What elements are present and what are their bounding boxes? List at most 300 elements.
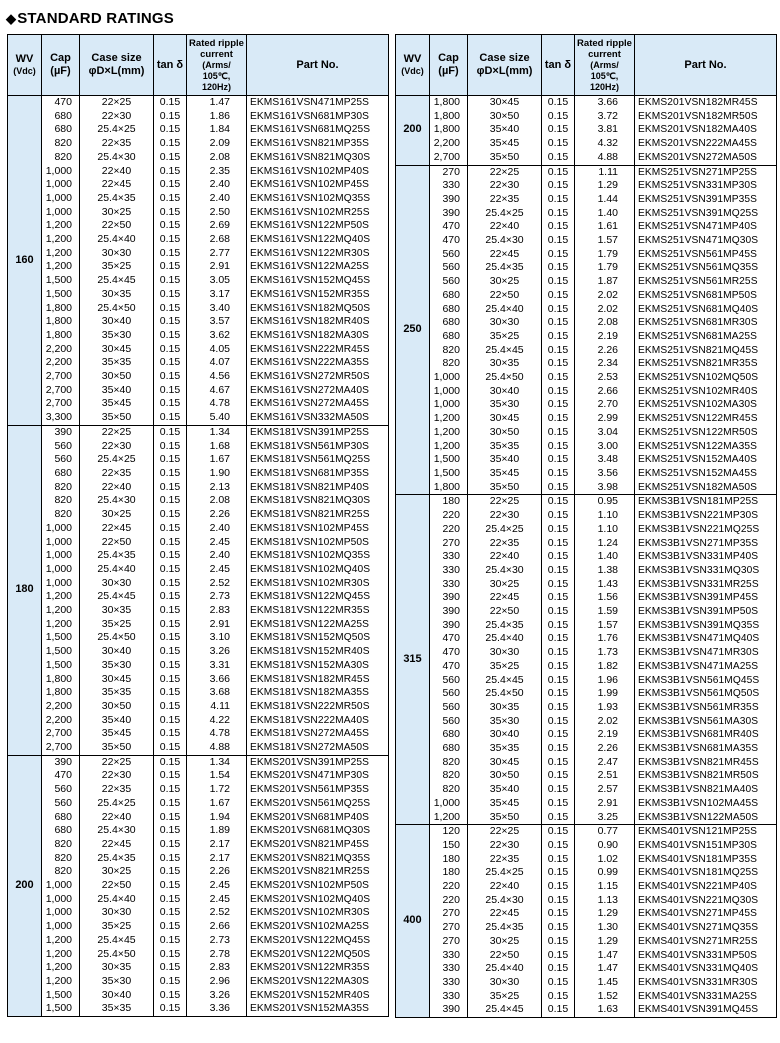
part-number-cell: EKMS201VSN122MR35S [247,961,389,975]
case-size-cell: 22×45 [80,522,154,536]
part-number-cell: EKMS181VSN222MR50S [247,700,389,714]
tan-delta-cell: 0.15 [154,411,187,425]
tan-delta-cell: 0.15 [542,962,575,976]
table-row [396,234,777,248]
cap-cell: 220 [430,523,468,537]
table-row [8,865,389,879]
tan-delta-cell: 0.15 [542,756,575,770]
tan-delta-cell: 0.15 [542,96,575,110]
ripple-current-cell: 2.08 [187,494,247,508]
cap-cell: 1,800 [430,123,468,137]
case-size-cell: 22×50 [468,605,542,619]
table-row [8,110,389,124]
cap-cell: 1,000 [42,522,80,536]
cap-cell: 680 [430,289,468,303]
part-number-cell: EKMS201VSN222MA45S [635,137,777,151]
cap-cell: 2,700 [42,397,80,411]
tan-delta-cell: 0.15 [542,976,575,990]
case-size-cell: 22×50 [468,949,542,963]
ripple-current-cell: 1.47 [187,96,247,110]
table-row [396,453,777,467]
cap-cell: 1,000 [42,920,80,934]
part-number-cell: EKMS251VSN102MQ50S [635,371,777,385]
ripple-current-cell: 2.99 [575,412,635,426]
ripple-current-cell: 1.99 [575,687,635,701]
part-number-cell: EKMS3B1VSN561MQ50S [635,687,777,701]
table-header-right [396,35,777,96]
cap-cell: 270 [430,537,468,551]
part-number-cell: EKMS3B1VSN391MP50S [635,605,777,619]
part-number-cell: EKMS3B1VSN181MP25S [635,495,777,509]
table-row [396,646,777,660]
cap-cell: 270 [430,921,468,935]
ripple-current-cell: 1.67 [187,797,247,811]
part-number-cell: EKMS201VSN821MP45S [247,838,389,852]
cap-cell: 390 [430,207,468,221]
case-size-cell: 35×40 [80,714,154,728]
tan-delta-cell: 0.15 [154,838,187,852]
tan-delta-cell: 0.15 [542,578,575,592]
tan-delta-cell: 0.15 [542,316,575,330]
tan-delta-cell: 0.15 [154,989,187,1003]
table-row [8,151,389,165]
case-size-cell: 35×25 [80,920,154,934]
part-number-cell: EKMS201VSN821MQ35S [247,852,389,866]
part-number-cell: EKMS181VSN821MR25S [247,508,389,522]
ripple-current-cell: 1.11 [575,165,635,179]
cap-cell: 330 [430,976,468,990]
part-number-cell: EKMS251VSN561MQ35S [635,261,777,275]
tan-delta-cell: 0.15 [542,509,575,523]
case-size-cell: 22×35 [468,537,542,551]
part-number-cell: EKMS201VSN122MQ50S [247,948,389,962]
tan-delta-cell: 0.15 [154,879,187,893]
table-row [8,961,389,975]
tan-delta-cell: 0.15 [154,700,187,714]
table-row [396,289,777,303]
case-size-cell: 30×50 [80,370,154,384]
ripple-current-cell: 3.40 [187,302,247,316]
case-size-cell: 30×35 [80,961,154,975]
case-size-cell: 35×35 [80,1002,154,1016]
ripple-current-cell: 3.57 [187,315,247,329]
table-row [8,467,389,481]
case-size-cell: 35×25 [468,330,542,344]
tan-delta-cell: 0.15 [542,839,575,853]
table-row [8,741,389,755]
tan-delta-cell: 0.15 [542,193,575,207]
table-row [8,811,389,825]
cap-cell: 820 [430,756,468,770]
cap-cell: 1,200 [42,948,80,962]
case-size-cell: 30×40 [80,315,154,329]
header-case-size: Case size φD×L(mm) [80,35,154,96]
case-size-cell: 22×40 [468,550,542,564]
header-ripple: Rated ripple current (Arms/ 105℃, 120Hz) [187,35,247,96]
ripple-current-cell: 2.02 [575,303,635,317]
part-number-cell: EKMS3B1VSN221MQ25S [635,523,777,537]
tan-delta-cell: 0.15 [154,769,187,783]
part-number-cell: EKMS401VSN271MR25S [635,935,777,949]
case-size-cell: 22×25 [468,495,542,509]
cap-cell: 820 [42,838,80,852]
case-size-cell: 25.4×30 [468,234,542,248]
part-number-cell: EKMS201VSN561MP35S [247,783,389,797]
case-size-cell: 30×25 [468,935,542,949]
table-row [8,370,389,384]
tan-delta-cell: 0.15 [154,577,187,591]
cap-cell: 820 [42,151,80,165]
ripple-current-cell: 3.48 [575,453,635,467]
cap-cell: 1,200 [430,811,468,825]
tan-delta-cell: 0.15 [154,178,187,192]
table-row [396,619,777,633]
case-size-cell: 30×50 [468,769,542,783]
part-number-cell: EKMS401VSN181MQ25S [635,866,777,880]
table-row [8,247,389,261]
ripple-current-cell: 1.10 [575,523,635,537]
tan-delta-cell: 0.15 [542,894,575,908]
tan-delta-cell: 0.15 [154,727,187,741]
cap-cell: 270 [430,935,468,949]
part-number-cell: EKMS201VSN102MP50S [247,879,389,893]
ripple-current-cell: 2.52 [187,906,247,920]
part-number-cell: EKMS181VSN102MR30S [247,577,389,591]
tan-delta-cell: 0.15 [542,632,575,646]
table-row [8,536,389,550]
part-number-cell: EKMS251VSN681MP50S [635,289,777,303]
case-size-cell: 25.4×40 [468,303,542,317]
part-number-cell: EKMS161VSN102MQ35S [247,192,389,206]
ripple-current-cell: 1.10 [575,509,635,523]
part-number-cell: EKMS201VSN681MP40S [247,811,389,825]
case-size-cell: 35×50 [80,411,154,425]
tan-delta-cell: 0.15 [154,151,187,165]
part-number-cell: EKMS181VSN122MQ45S [247,590,389,604]
ripple-current-cell: 2.47 [575,756,635,770]
part-number-cell: EKMS161VSN821MQ30S [247,151,389,165]
ripple-current-cell: 1.43 [575,578,635,592]
ripple-current-cell: 3.26 [187,645,247,659]
tan-delta-cell: 0.15 [542,866,575,880]
table-row [396,509,777,523]
case-size-cell: 25.4×50 [80,302,154,316]
tan-delta-cell: 0.15 [154,247,187,261]
part-number-cell: EKMS3B1VSN331MP40S [635,550,777,564]
case-size-cell: 22×25 [468,165,542,179]
part-number-cell: EKMS3B1VSN391MP45S [635,591,777,605]
cap-cell: 820 [42,508,80,522]
table-row [396,866,777,880]
ripple-current-cell: 3.81 [575,123,635,137]
cap-cell: 680 [42,123,80,137]
case-size-cell: 30×25 [80,206,154,220]
ripple-current-cell: 1.63 [575,1003,635,1017]
ripple-current-cell: 1.44 [575,193,635,207]
wv-group-cell: 180 [8,425,42,755]
part-number-cell: EKMS181VSN152MQ50S [247,631,389,645]
header-wv: WV (Vdc) [8,35,42,96]
case-size-cell: 22×30 [80,110,154,124]
case-size-cell: 30×30 [468,646,542,660]
tan-delta-cell: 0.15 [154,233,187,247]
table-row [396,949,777,963]
ripple-current-cell: 4.05 [187,343,247,357]
ripple-current-cell: 1.13 [575,894,635,908]
cap-cell: 1,200 [42,618,80,632]
tan-delta-cell: 0.15 [542,880,575,894]
table-row [396,207,777,221]
part-number-cell: EKMS201VSN681MQ30S [247,824,389,838]
case-size-cell: 30×25 [468,578,542,592]
case-size-cell: 25.4×45 [468,1003,542,1017]
header-case-size: Case size φD×L(mm) [468,35,542,96]
cap-cell: 1,000 [42,536,80,550]
part-number-cell: EKMS401VSN181MP35S [635,853,777,867]
tan-delta-cell: 0.15 [154,536,187,550]
table-row [396,632,777,646]
case-size-cell: 30×45 [468,756,542,770]
table-row [396,550,777,564]
table-row [8,453,389,467]
tan-delta-cell: 0.15 [542,921,575,935]
tan-delta-cell: 0.15 [154,673,187,687]
cap-cell: 390 [430,193,468,207]
table-row [8,989,389,1003]
ripple-current-cell: 2.40 [187,178,247,192]
case-size-cell: 25.4×35 [80,192,154,206]
case-size-cell: 30×50 [468,426,542,440]
cap-cell: 220 [430,509,468,523]
case-size-cell: 30×35 [80,604,154,618]
ripple-current-cell: 1.52 [575,990,635,1004]
case-size-cell: 22×25 [80,755,154,769]
diamond-bullet-icon: ◆ [6,11,17,26]
part-number-cell: EKMS401VSN121MP25S [635,825,777,839]
cap-cell: 180 [430,866,468,880]
case-size-cell: 30×45 [468,96,542,110]
cap-cell: 820 [430,344,468,358]
table-row [8,700,389,714]
ripple-current-cell: 4.07 [187,356,247,370]
tan-delta-cell: 0.15 [542,811,575,825]
ripple-current-cell: 2.26 [187,865,247,879]
tan-delta-cell: 0.15 [154,302,187,316]
table-row [8,824,389,838]
part-number-cell: EKMS181VSN272MA45S [247,727,389,741]
cap-cell: 1,200 [42,219,80,233]
cap-cell: 2,200 [42,356,80,370]
table-row [396,935,777,949]
case-size-cell: 35×25 [80,618,154,632]
table-row [8,631,389,645]
table-row [8,727,389,741]
table-row [8,852,389,866]
cap-cell: 1,500 [42,645,80,659]
part-number-cell: EKMS161VSN681MP30S [247,110,389,124]
ripple-current-cell: 1.57 [575,234,635,248]
table-row [396,330,777,344]
case-size-cell: 22×35 [468,193,542,207]
part-number-cell: EKMS251VSN681MA25S [635,330,777,344]
tan-delta-cell: 0.15 [542,853,575,867]
cap-cell: 270 [430,907,468,921]
table-row [8,315,389,329]
part-number-cell: EKMS161VSN332MA50S [247,411,389,425]
cap-cell: 1,500 [42,989,80,1003]
ripple-current-cell: 2.83 [187,604,247,618]
tan-delta-cell: 0.15 [542,467,575,481]
part-number-cell: EKMS3B1VSN561MQ45S [635,674,777,688]
ripple-current-cell: 3.26 [187,989,247,1003]
cap-cell: 1,500 [42,631,80,645]
ratings-table-right [395,34,777,1018]
ripple-current-cell: 2.26 [575,344,635,358]
cap-cell: 1,800 [430,96,468,110]
cap-cell: 150 [430,839,468,853]
tan-delta-cell: 0.15 [542,825,575,839]
ripple-current-cell: 2.17 [187,852,247,866]
cap-cell: 330 [430,962,468,976]
table-row [8,356,389,370]
cap-cell: 1,200 [430,426,468,440]
header-ripple: Rated ripple current (Arms/ 105℃, 120Hz) [575,35,635,96]
case-size-cell: 35×45 [80,727,154,741]
ripple-current-cell: 1.34 [187,425,247,439]
tan-delta-cell: 0.15 [542,797,575,811]
table-row [8,948,389,962]
case-size-cell: 22×40 [468,220,542,234]
table-row [396,687,777,701]
case-size-cell: 25.4×30 [80,824,154,838]
part-number-cell: EKMS401VSN271MQ35S [635,921,777,935]
table-row [396,248,777,262]
case-size-cell: 25.4×45 [468,344,542,358]
cap-cell: 2,200 [430,137,468,151]
case-size-cell: 22×50 [80,219,154,233]
cap-cell: 390 [430,591,468,605]
tan-delta-cell: 0.15 [542,179,575,193]
ripple-current-cell: 2.57 [575,783,635,797]
case-size-cell: 22×40 [80,481,154,495]
tan-delta-cell: 0.15 [542,289,575,303]
cap-cell: 1,200 [42,961,80,975]
case-size-cell: 30×45 [80,673,154,687]
part-number-cell: EKMS181VSN102MP50S [247,536,389,550]
cap-cell: 1,200 [42,975,80,989]
ripple-current-cell: 1.30 [575,921,635,935]
case-size-cell: 25.4×25 [80,797,154,811]
case-size-cell: 22×25 [80,425,154,439]
part-number-cell: EKMS251VSN681MR30S [635,316,777,330]
tan-delta-cell: 0.15 [154,755,187,769]
part-number-cell: EKMS201VSN102MQ40S [247,893,389,907]
ripple-current-cell: 2.53 [575,371,635,385]
case-size-cell: 35×30 [468,398,542,412]
tan-delta-cell: 0.15 [542,646,575,660]
cap-cell: 560 [42,797,80,811]
cap-cell: 680 [430,728,468,742]
cap-cell: 820 [430,769,468,783]
page-title [6,8,174,30]
table-row [396,467,777,481]
tan-delta-cell: 0.15 [542,165,575,179]
case-size-cell: 25.4×50 [80,948,154,962]
ripple-current-cell: 1.61 [575,220,635,234]
table-body-right [396,96,777,1018]
part-number-cell: EKMS251VSN471MQ30S [635,234,777,248]
table-row [396,316,777,330]
table-row [8,879,389,893]
case-size-cell: 35×35 [80,356,154,370]
table-row [396,701,777,715]
cap-cell: 1,000 [42,906,80,920]
case-size-cell: 35×50 [468,151,542,165]
cap-cell: 1,000 [430,797,468,811]
ripple-current-cell: 1.89 [187,824,247,838]
table-row [396,110,777,124]
table-row [396,193,777,207]
table-row [8,425,389,439]
table-row [8,522,389,536]
page-title-text: STANDARD RATINGS [17,10,175,27]
cap-cell: 330 [430,564,468,578]
case-size-cell: 35×40 [468,123,542,137]
case-size-cell: 22×45 [468,907,542,921]
table-row [396,783,777,797]
part-number-cell: EKMS401VSN331MP50S [635,949,777,963]
table-row [8,604,389,618]
case-size-cell: 25.4×30 [468,894,542,908]
tan-delta-cell: 0.15 [154,686,187,700]
part-number-cell: EKMS251VSN471MP40S [635,220,777,234]
cap-cell: 1,000 [42,577,80,591]
tan-delta-cell: 0.15 [154,315,187,329]
table-row [8,1002,389,1016]
cap-cell: 330 [430,990,468,1004]
cap-cell: 820 [430,783,468,797]
cap-cell: 470 [42,96,80,110]
ripple-current-cell: 0.90 [575,839,635,853]
case-size-cell: 25.4×45 [80,590,154,604]
tan-delta-cell: 0.15 [154,384,187,398]
part-number-cell: EKMS181VSN102MQ35S [247,549,389,563]
tan-delta-cell: 0.15 [154,590,187,604]
ripple-current-cell: 1.86 [187,110,247,124]
table-row [396,962,777,976]
case-size-cell: 35×40 [80,384,154,398]
table-row [8,769,389,783]
tan-delta-cell: 0.15 [542,344,575,358]
ripple-current-cell: 2.13 [187,481,247,495]
case-size-cell: 25.4×30 [80,151,154,165]
ripple-current-cell: 2.50 [187,206,247,220]
tan-delta-cell: 0.15 [542,742,575,756]
cap-cell: 120 [430,825,468,839]
case-size-cell: 30×50 [80,700,154,714]
part-number-cell: EKMS201VSN391MP25S [247,755,389,769]
part-number-cell: EKMS181VSN182MA35S [247,686,389,700]
cap-cell: 2,700 [42,727,80,741]
part-number-cell: EKMS3B1VSN561MA30S [635,715,777,729]
tan-delta-cell: 0.15 [154,906,187,920]
part-number-cell: EKMS3B1VSN821MA40S [635,783,777,797]
ripple-current-cell: 3.36 [187,1002,247,1016]
table-row [396,990,777,1004]
cap-cell: 470 [430,220,468,234]
ripple-current-cell: 2.77 [187,247,247,261]
part-number-cell: EKMS181VSN222MA40S [247,714,389,728]
